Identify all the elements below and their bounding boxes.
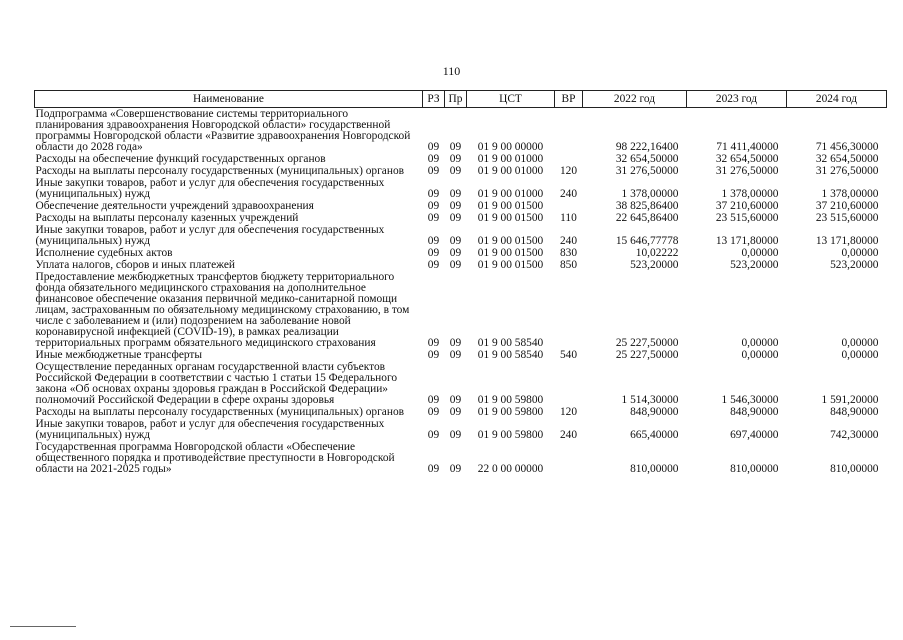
row-cst: 01 9 00 01000 (477, 188, 544, 200)
row-amount-2024: 0,00000 (841, 349, 879, 361)
row-vr (555, 441, 583, 475)
row-vr (555, 108, 583, 154)
row-amount-2024: 13 171,80000 (815, 235, 879, 247)
header-2023: 2023 год (687, 91, 787, 108)
row-pr: 09 (449, 141, 462, 153)
row-rz: 09 (427, 153, 440, 165)
row-name: Иные закупки товаров, работ и услуг для обеспечения государственных (муниципальных) нужд (35, 418, 385, 441)
row-cst: 01 9 00 01000 (477, 165, 544, 177)
row-name: Предоставление межбюджетных трансфертов бюджету территориального фонда обязательного медицинского страхования на дополнительное финансовое обеспечение оказания первичной медико-санитарной помощи лицам, застрахованным по обязательному медицинскому страхованию, в том числе с заболеванием и (или) подозрением на заболевание новой коронавирусной инфекцией (COVID-19), в рамках реализации территориальных программ обязательного медицинского страхования (35, 271, 410, 349)
table-row (35, 259, 887, 271)
row-rz: 09 (427, 259, 440, 271)
row-amount-2023: 810,00000 (730, 463, 779, 475)
row-pr: 09 (449, 200, 462, 212)
row-name: Иные закупки товаров, работ и услуг для обеспечения государственных (муниципальных) нужд (35, 177, 385, 200)
table-row (35, 200, 887, 212)
row-vr: 240 (559, 429, 578, 441)
row-cst: 22 0 00 00000 (477, 463, 544, 475)
row-amount-2024: 1 591,20000 (821, 394, 879, 406)
header-pr: Пр (445, 91, 467, 108)
row-name: Уплата налогов, сборов и иных платежей (35, 259, 235, 271)
row-amount-2022: 25 227,50000 (615, 337, 679, 349)
table-row (35, 441, 887, 475)
table-header-row (35, 91, 887, 108)
row-amount-2022: 1 514,30000 (621, 394, 679, 406)
row-amount-2024: 523,20000 (830, 259, 879, 271)
row-amount-2022: 38 825,86400 (615, 200, 679, 212)
row-amount-2024: 32 654,50000 (815, 153, 879, 165)
row-pr: 09 (449, 212, 462, 224)
row-amount-2023: 32 654,50000 (715, 153, 779, 165)
row-rz: 09 (427, 247, 440, 259)
row-cst: 01 9 00 01500 (477, 259, 544, 271)
row-pr: 09 (449, 394, 462, 406)
row-pr: 09 (449, 406, 462, 418)
row-amount-2022: 523,20000 (630, 259, 679, 271)
row-amount-2024: 848,90000 (830, 406, 879, 418)
row-amount-2023: 1 378,00000 (721, 188, 779, 200)
row-cst: 01 9 00 59800 (477, 406, 544, 418)
row-rz: 09 (427, 212, 440, 224)
table-row (35, 361, 887, 406)
row-amount-2023: 523,20000 (730, 259, 779, 271)
row-amount-2024: 0,00000 (841, 247, 879, 259)
row-amount-2023: 23 515,60000 (715, 212, 779, 224)
row-amount-2023: 0,00000 (741, 337, 779, 349)
row-amount-2023: 71 411,40000 (716, 141, 779, 153)
row-vr: 120 (559, 406, 578, 418)
row-vr: 540 (559, 349, 578, 361)
table-row (35, 271, 887, 349)
row-vr (555, 271, 583, 349)
row-amount-2022: 22 645,86400 (615, 212, 679, 224)
header-vr: ВР (555, 91, 583, 108)
row-amount-2023: 37 210,60000 (715, 200, 779, 212)
row-amount-2024: 71 456,30000 (815, 141, 879, 153)
row-pr: 09 (449, 235, 462, 247)
row-amount-2022: 848,90000 (630, 406, 679, 418)
row-vr: 850 (559, 259, 578, 271)
table-row (35, 247, 887, 259)
row-cst: 01 9 00 59800 (477, 394, 544, 406)
row-cst: 01 9 00 00000 (477, 141, 544, 153)
row-name: Осуществление переданных органам государственной власти субъектов Российской Федерации в соответствии с частью 1 статьи 15 Федерального закона «Об основах охраны здоровья граждан в Российской Федерации» полномочий Российской Федерации в сфере охраны здоровья (35, 361, 398, 406)
row-rz: 09 (427, 235, 440, 247)
header-rz: РЗ (423, 91, 445, 108)
row-name: Расходы на обеспечение функций государственных органов (35, 153, 326, 165)
table-row (35, 406, 887, 418)
row-amount-2022: 31 276,50000 (615, 165, 679, 177)
row-rz: 09 (427, 349, 440, 361)
row-amount-2023: 697,40000 (730, 429, 779, 441)
row-pr: 09 (449, 349, 462, 361)
row-pr: 09 (449, 259, 462, 271)
row-vr: 120 (559, 165, 578, 177)
row-name: Расходы на выплаты персоналу государственных (муниципальных) органов (35, 165, 405, 177)
row-rz: 09 (427, 337, 440, 349)
row-amount-2024: 0,00000 (841, 337, 879, 349)
row-cst: 01 9 00 01000 (477, 153, 544, 165)
header-cst: ЦСТ (467, 91, 555, 108)
row-vr: 240 (559, 188, 578, 200)
row-amount-2023: 848,90000 (730, 406, 779, 418)
row-pr: 09 (449, 429, 462, 441)
row-vr (555, 361, 583, 406)
table-row (35, 418, 887, 441)
row-amount-2023: 31 276,50000 (715, 165, 779, 177)
table-row (35, 165, 887, 177)
row-cst: 01 9 00 01500 (477, 212, 544, 224)
row-pr: 09 (449, 337, 462, 349)
row-amount-2023: 0,00000 (741, 247, 779, 259)
row-rz: 09 (427, 188, 440, 200)
row-cst: 01 9 00 59800 (477, 429, 544, 441)
row-amount-2022: 98 222,16400 (615, 141, 679, 153)
row-amount-2023: 13 171,80000 (715, 235, 779, 247)
row-name: Расходы на выплаты персоналу казенных учреждений (35, 212, 299, 224)
header-2024: 2024 год (787, 91, 887, 108)
row-rz: 09 (427, 429, 440, 441)
row-amount-2022: 15 646,77778 (615, 235, 679, 247)
table-row (35, 108, 887, 154)
row-rz: 09 (427, 463, 440, 475)
row-rz: 09 (427, 165, 440, 177)
row-cst: 01 9 00 58540 (477, 337, 544, 349)
row-name: Подпрограмма «Совершенствование системы территориального планирования здравоохранения Новгородской области» государственной программы Новгородской области «Развитие здравоохранения Новгородской области до 2028 года» (35, 108, 411, 153)
row-name: Обеспечение деятельности учреждений здравоохранения (35, 200, 314, 212)
page-number: 110 (442, 64, 461, 78)
row-amount-2022: 1 378,00000 (621, 188, 679, 200)
row-amount-2024: 810,00000 (830, 463, 879, 475)
row-amount-2024: 23 515,60000 (815, 212, 879, 224)
row-pr: 09 (449, 247, 462, 259)
row-vr: 830 (559, 247, 578, 259)
table-row (35, 224, 887, 247)
row-amount-2024: 31 276,50000 (815, 165, 879, 177)
row-amount-2024: 37 210,60000 (815, 200, 879, 212)
row-cst: 01 9 00 01500 (477, 235, 544, 247)
row-amount-2022: 32 654,50000 (615, 153, 679, 165)
row-rz: 09 (427, 394, 440, 406)
row-amount-2023: 1 546,30000 (721, 394, 779, 406)
table-row (35, 153, 887, 165)
header-name: Наименование (35, 91, 423, 108)
row-name: Государственная программа Новгородской области «Обеспечение общественного порядка и противодействие преступности в Новгородской области на 2021-2025 годы» (35, 441, 395, 475)
header-2022: 2022 год (583, 91, 687, 108)
row-cst: 01 9 00 01500 (477, 247, 544, 259)
row-cst: 01 9 00 01500 (477, 200, 544, 212)
row-amount-2022: 810,00000 (630, 463, 679, 475)
table-row (35, 177, 887, 200)
row-amount-2024: 1 378,00000 (821, 188, 879, 200)
row-vr (555, 153, 583, 165)
row-vr: 110 (560, 212, 577, 224)
row-pr: 09 (449, 188, 462, 200)
table-row (35, 349, 887, 361)
row-amount-2024: 742,30000 (830, 429, 879, 441)
row-cst: 01 9 00 58540 (477, 349, 544, 361)
table-row (35, 212, 887, 224)
row-pr: 09 (449, 153, 462, 165)
budget-table (34, 90, 887, 475)
row-vr (555, 200, 583, 212)
row-amount-2022: 25 227,50000 (615, 349, 679, 361)
row-amount-2023: 0,00000 (741, 349, 779, 361)
row-rz: 09 (427, 200, 440, 212)
row-name: Иные закупки товаров, работ и услуг для обеспечения государственных (муниципальных) нужд (35, 224, 385, 247)
row-amount-2022: 665,40000 (630, 429, 679, 441)
row-name: Расходы на выплаты персоналу государственных (муниципальных) органов (35, 406, 405, 418)
row-rz: 09 (427, 141, 440, 153)
row-amount-2022: 10,02222 (635, 247, 679, 259)
footnote-rule (10, 626, 76, 627)
row-name: Исполнение судебных актов (35, 247, 173, 259)
table-body (35, 108, 887, 476)
row-pr: 09 (449, 463, 462, 475)
row-name: Иные межбюджетные трансферты (35, 349, 203, 361)
row-vr: 240 (559, 235, 578, 247)
row-pr: 09 (449, 165, 462, 177)
row-rz: 09 (427, 406, 440, 418)
